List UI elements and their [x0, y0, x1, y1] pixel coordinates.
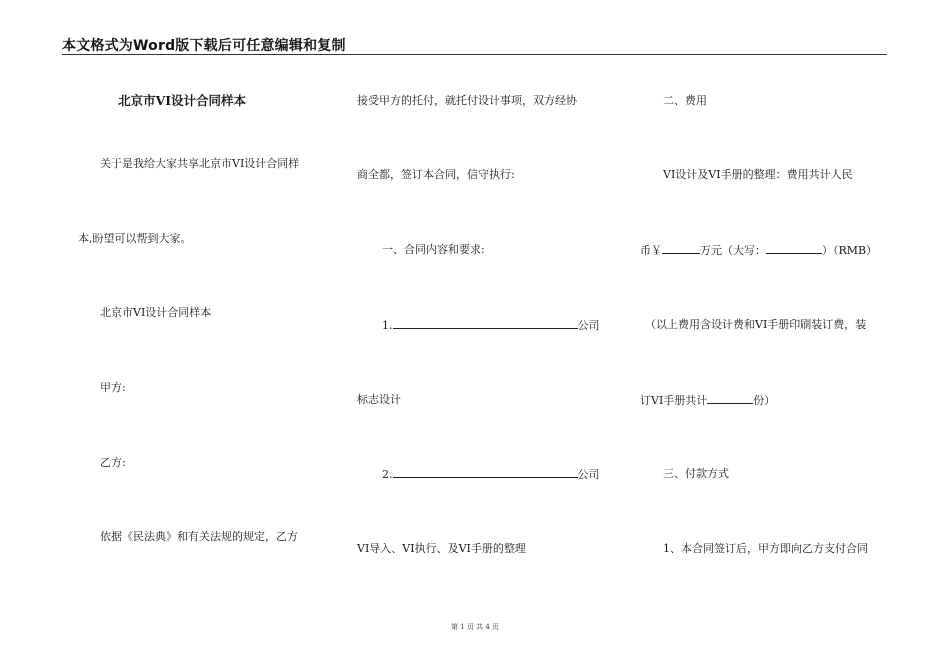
intro-line-2: 本,盼望可以帮到大家。: [78, 232, 192, 245]
manual-count-suffix: 份）: [753, 394, 776, 407]
item-2-blank: [393, 467, 578, 478]
fee-note-line: （以上费用含设计费和VI手册印刷装订费，装: [645, 318, 867, 331]
rmb-suffix: ）（RMB）: [822, 244, 878, 257]
manual-count-blank: [707, 393, 753, 404]
intro-line-1: 关于是我给大家共享北京市VI设计合同样: [100, 157, 300, 170]
party-a-label: 甲方:: [100, 381, 126, 394]
amount-unit: 万元（大写：: [700, 244, 766, 257]
contract-subtitle: 北京市VI设计合同样本: [100, 306, 212, 319]
manual-count-prefix: 订VI手册共计: [640, 394, 708, 407]
item-2-number: 2.: [382, 468, 393, 481]
middle-line-2: 商全都，签订本合同，信守执行:: [357, 168, 515, 181]
item-1-blank: [393, 318, 578, 329]
middle-line-1: 接受甲方的托付，就托付设计事项，双方经协: [357, 94, 577, 107]
amount-words-blank: [766, 243, 822, 254]
header-divider: [62, 54, 887, 55]
document-header-title: 本文格式为Word版下载后可任意编辑和复制: [62, 38, 346, 54]
item-1-number: 1.: [382, 319, 393, 332]
legal-basis-line: 依据《民法典》和有关法规的规定，乙方: [100, 530, 298, 543]
party-b-label: 乙方:: [100, 456, 126, 469]
item-1-suffix: 公司: [577, 319, 600, 332]
contract-title: 北京市VI设计合同样本: [118, 93, 247, 108]
payment-line-1: 1、本合同签订后，甲方即向乙方支付合同: [663, 542, 868, 555]
amount-blank: [662, 243, 700, 254]
currency-prefix: 币￥: [640, 244, 662, 257]
fee-line-2: [640, 243, 877, 258]
section-1-heading: 一、合同内容和要求:: [382, 243, 485, 256]
fee-line-1: VI设计及VI手册的整理：费用共计人民: [663, 168, 853, 181]
page-number: 第 1 页 共 4 页: [450, 623, 500, 631]
manual-count-line: [640, 393, 775, 408]
item-2-line: [382, 467, 600, 482]
item-2-suffix: 公司: [577, 468, 600, 481]
vi-manual-line: VI导入、VI执行、及VI手册的整理: [357, 542, 526, 555]
item-1-line: [382, 318, 600, 333]
section-3-heading: 三、付款方式: [663, 467, 729, 480]
logo-design-line: 标志设计: [357, 393, 401, 406]
section-2-heading: 二、费用: [663, 94, 707, 107]
